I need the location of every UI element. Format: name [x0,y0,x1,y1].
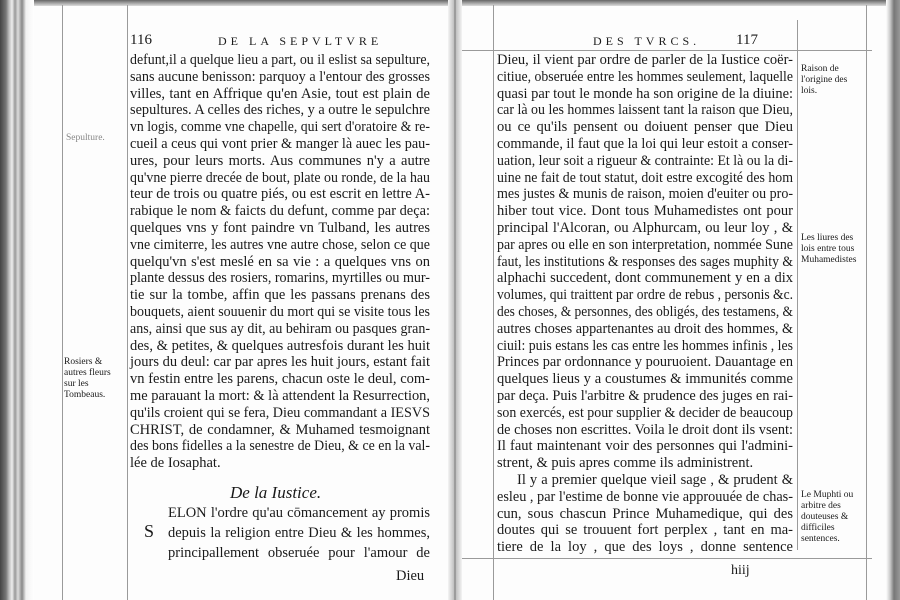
text-line: doutes qui se trouuent fort perplex , tant en ma- [497,522,793,539]
text-line: esleu , par l'estime de bonne vie approuuée de chas- [497,488,793,505]
margin-note: Rosiers & autres fleurs sur les Tombeaus. [64,357,111,400]
text-line: de choses non escrittes. Voila le droit dont ils vsent: [497,421,793,438]
text-line: plante dessus des rosiers, romarins, myrtilles ou mur- [130,270,430,287]
page-number: 116 [130,32,152,48]
text-line: alphachi succedent, dont communement y en a dix [497,270,793,287]
margin-note: Le Muphti ou arbitre des douteuses & difficiles sentences. [801,490,854,544]
text-line: villes, tant en Affrique qu'en Asie, tout est plain de [130,85,430,102]
margin-note: Les liures des lois entre tous Muhamedistes [801,233,857,265]
text-line: des bons fidelles a la senestre de Dieu, & ce en la val- [130,438,430,455]
text-line: uine ne fait de tout statut, doit estre excogité des hom [497,169,793,186]
text-line: volumes, qui traittent par ordre de rebus , personis &c. [497,287,793,304]
text-line: car là ou les hommes laissent tant la raison que Dieu, [497,102,793,119]
text-line: ans, ainsi que sus ay dit, au behiram ou pasques gran- [130,320,430,337]
margin-rule [866,5,867,600]
section-heading: De la Iustice. [230,483,322,502]
text-line: defunt,il a quelque lieu a part, ou il eslist sa sepulture, [130,52,430,68]
text-line: principal l'Alcoran, ou Alphurcam, ou leur loy , & [497,220,793,236]
book-gutter [448,0,462,600]
book-right-edge [886,0,900,600]
text-line: vn logis, comme vne chapelle, qui sert d'oratoire & re- [130,119,430,136]
text-line: tie sur la tombe, affin que les passans prenans des [130,287,430,304]
text-line: par deça. Puis l'arbitre & prudence des juges en rai- [497,388,793,404]
catchword: Dieu [396,568,425,584]
text-line: depuis la religion entre Dieu & les hommes, [168,525,430,542]
text-line: quasi par tout le monde ha son origine de la diuine: [497,85,793,102]
text-line: ures, pour leurs morts. Aus communes n'y a autre [130,152,430,169]
text-line: sepultures. A celles des riches, y a outre le sepulchre [130,102,430,119]
text-line: strent, & puis apres comme ils administrent. [497,455,754,472]
text-line: quelques vns y font paindre vn Tulband, les autres [130,220,430,236]
page-number: 117 [736,32,758,48]
text-line: son exercés, est pour supplier & decider de beaucoup [497,404,793,421]
text-line: me parauant la mort: & là attendent la Resurrection, [130,388,430,404]
text-line: faut, les institutions & responses des sages muphity & [497,253,793,270]
margin-note: Sepulture. [66,133,105,143]
text-line: ELON l'ordre qu'au cōmancement ay promis [168,505,430,521]
text-line: rabique le nom & faicts du defunt, comme par deça: [130,203,430,220]
text-line: hiber tout vice. Dont tous Muhamedistes ont pour [497,203,793,220]
text-line: cun, sous chascun Prince Muhamedique, qui des [497,505,793,522]
text-line: Il y a premier quelque vieil sage , & prudent & [517,472,793,488]
margin-rule [797,20,798,550]
text-line: vn festin entre les parens, chacun oste le deul, com- [130,371,430,388]
margin-rule [127,5,128,600]
text-line: qu'vne pierre drecée de bout, plate ou ronde, de la hau [130,169,430,186]
text-line: quelqu'vn s'est meslé en sa vie : a quelques vns on [130,253,430,270]
text-line: quelques lieus y a coustumes & immunités comme [497,371,793,388]
running-head: DE LA SEPVLTVRE [218,34,383,48]
book-left-edge [0,0,34,600]
running-head: DES TVRCS. [593,34,701,48]
drop-cap: S [144,521,155,541]
margin-rule [62,5,63,600]
text-line: sans aucune benisson: parquoy a l'entour des grosses [130,68,430,85]
text-line: ou ce qu'ils pensent ou doiuent penser que Dieu [497,119,793,136]
text-line: autres choses appartenantes au droit des hommes, & [497,320,793,337]
text-line: uation, leur soit a rigueur & contrainte: Et là ou la di- [497,152,793,169]
text-line: Il faut maintenant voir des personnes qui l'admini- [497,438,793,455]
text-line: ciuil: puis estans les cas entre les hommes infinis , les [497,337,793,354]
footer-rule [462,558,872,559]
text-line: vne cimiterre, les autres vne autre chose, selon ce que [130,236,430,253]
text-line: des choses, & personnes, des obligés, des testamens, & [497,304,793,320]
text-line: mes justes & munis de raison, moien d'euiter ou pro- [497,186,793,203]
text-line: teur de trois ou quatre piés, ou est escrit en lettre A- [130,186,430,203]
text-line: principallement obseruée pour l'amour de [168,545,430,562]
text-line: citiue, obseruée entre les hommes seulement, laquelle [497,68,793,85]
text-line: par apres ou elle en son interpretation, nommée Sune [497,236,793,253]
text-line: cueil a ceus qui vont prier & manger là auec les pau- [130,136,430,152]
text-line: qu'ils croient qui se fera, Dieu commandant a IESVS [130,404,430,421]
margin-note: Raison de l'origine des lois. [801,64,848,96]
text-line: bouquets, aient souuenir du mort qui se visite tous les [130,304,430,320]
header-rule [462,50,872,51]
signature-mark: hiij [731,563,750,578]
text-line: CHRIST, de condamner, & Muhamed tesmoignant [130,421,430,438]
text-line: Princes par ordonnance y pouruoient. Dauantage en [497,354,793,371]
text-line: Dieu, il vient par ordre de parler de la Iustice coër- [497,52,793,68]
text-line: lée de Iosaphat. [130,455,221,472]
text-line: commande, il faut que la loi qui leur estoit a conser- [497,136,793,152]
text-line: jours du deul: car par apres les huit jours, estant fait [130,354,430,371]
text-line: des, & petites, & quelques autresfois durant les huit [130,337,430,354]
text-line: tiere de la loy , que des loys , donne sentence [497,539,793,556]
margin-rule [493,5,494,600]
